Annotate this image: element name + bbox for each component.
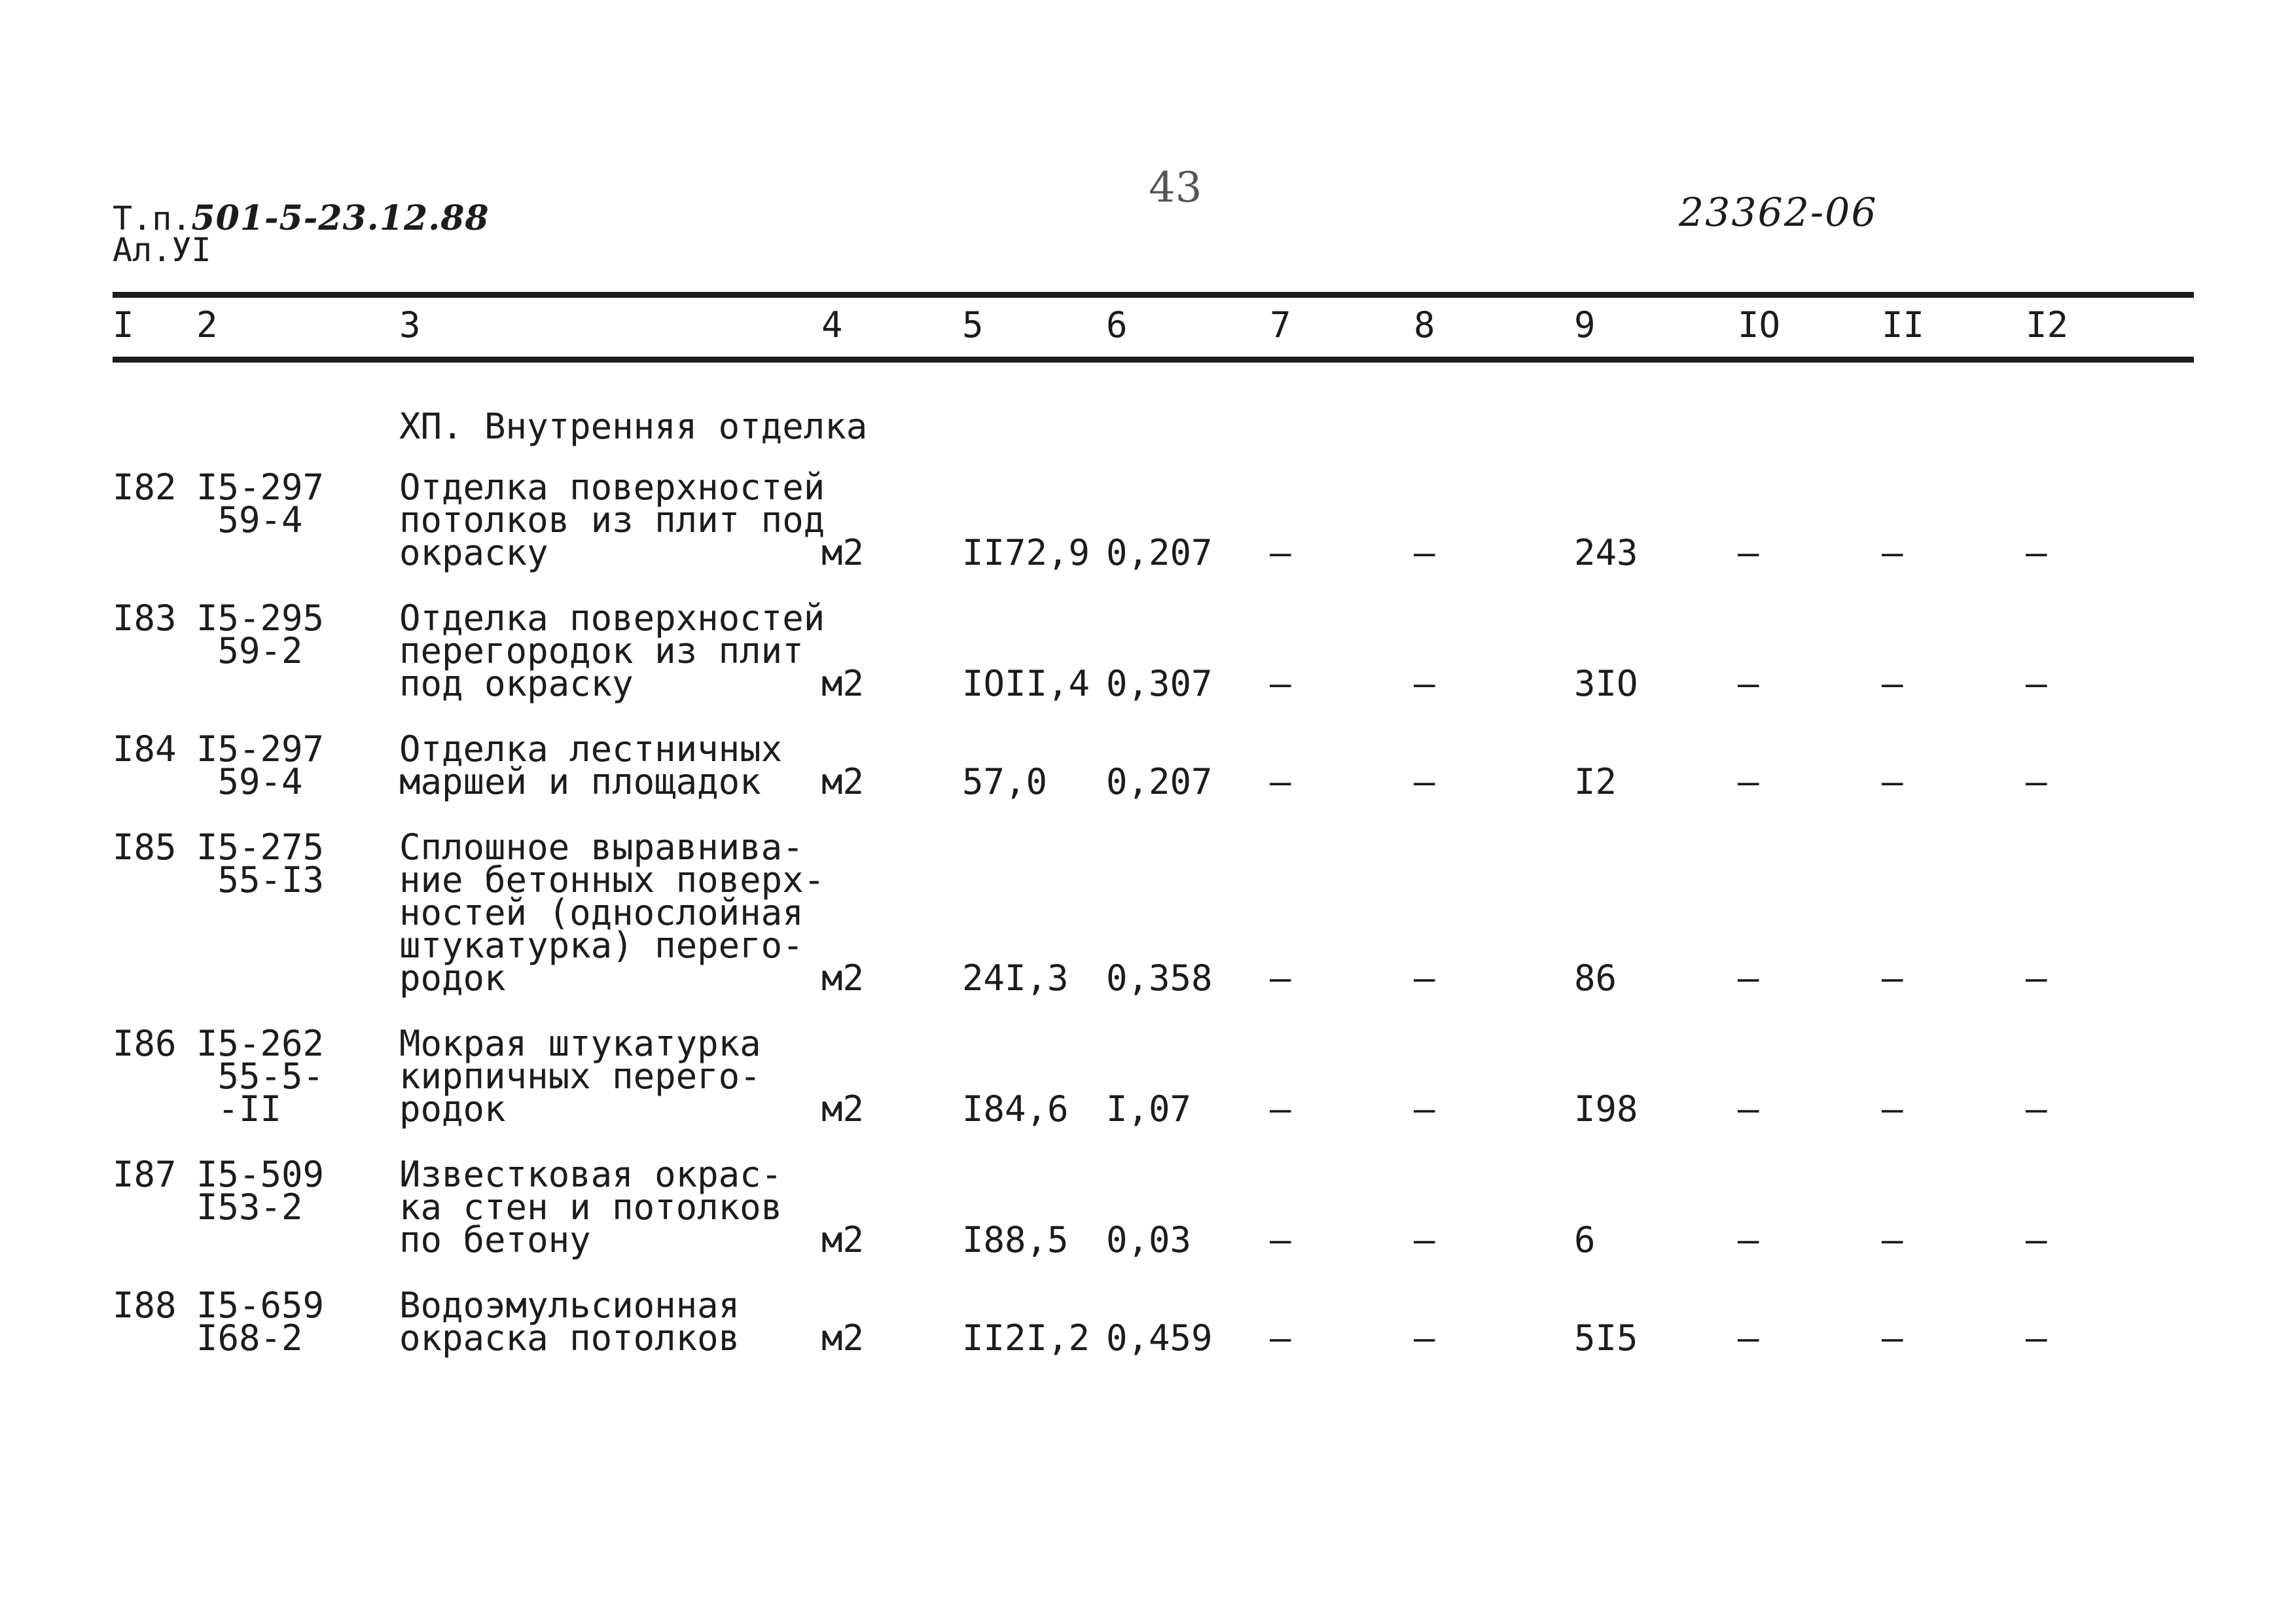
column-number: 9 bbox=[1574, 304, 1596, 346]
total-value: 86 bbox=[1574, 957, 1617, 999]
row-number: I84 bbox=[113, 728, 177, 770]
row-number: I82 bbox=[113, 467, 177, 508]
cell-col11: – bbox=[1882, 1317, 1903, 1359]
column-number: 7 bbox=[1270, 304, 1291, 346]
cell-col10: – bbox=[1738, 1219, 1759, 1260]
rate: 0,207 bbox=[1106, 532, 1213, 573]
unit: м2 bbox=[821, 1219, 865, 1260]
cell-col8: – bbox=[1414, 761, 1435, 802]
cell-col11: – bbox=[1882, 1219, 1903, 1260]
section-title: XП. Внутренняя отделка bbox=[399, 406, 868, 447]
document-code: 23362-06 bbox=[1679, 190, 1878, 236]
cell-col10: – bbox=[1738, 957, 1759, 999]
cell-col12: – bbox=[2026, 1219, 2047, 1260]
cell-col10: – bbox=[1738, 532, 1759, 573]
column-number: 4 bbox=[821, 304, 843, 346]
row-number: I83 bbox=[113, 597, 177, 639]
work-description: Водоэмульсионная окраска потолков bbox=[399, 1285, 740, 1359]
quantity: 24I,3 bbox=[962, 957, 1069, 999]
cell-col12: – bbox=[2026, 957, 2047, 999]
unit: м2 bbox=[821, 1317, 865, 1359]
cell-col8: – bbox=[1414, 957, 1435, 999]
cell-col8: – bbox=[1414, 1317, 1435, 1359]
norm-code: I5-297 59-4 bbox=[196, 467, 325, 541]
column-number: I bbox=[113, 304, 134, 346]
column-number: I2 bbox=[2026, 304, 2069, 346]
column-number: 2 bbox=[196, 304, 218, 346]
cell-col7: – bbox=[1270, 957, 1291, 999]
column-number: II bbox=[1882, 304, 1925, 346]
total-value: 6 bbox=[1574, 1219, 1596, 1260]
cell-col8: – bbox=[1414, 532, 1435, 573]
rate: I,07 bbox=[1106, 1088, 1192, 1130]
column-number: 3 bbox=[399, 304, 421, 346]
work-description: Отделка поверхностей перегородок из плит под окраску bbox=[399, 597, 825, 704]
unit: м2 bbox=[821, 532, 865, 573]
cell-col12: – bbox=[2026, 532, 2047, 573]
rate: 0,358 bbox=[1106, 957, 1213, 999]
cell-col10: – bbox=[1738, 663, 1759, 704]
cell-col7: – bbox=[1270, 663, 1291, 704]
cell-col12: – bbox=[2026, 1317, 2047, 1359]
cell-col11: – bbox=[1882, 761, 1903, 802]
quantity: II2I,2 bbox=[962, 1317, 1090, 1359]
cell-col7: – bbox=[1270, 761, 1291, 802]
total-value: I98 bbox=[1574, 1088, 1638, 1130]
quantity: IOII,4 bbox=[962, 663, 1090, 704]
column-number: 6 bbox=[1106, 304, 1128, 346]
cell-col12: – bbox=[2026, 663, 2047, 704]
unit: м2 bbox=[821, 1088, 865, 1130]
cell-col7: – bbox=[1270, 532, 1291, 573]
rate: 0,207 bbox=[1106, 761, 1213, 802]
norm-code: I5-275 55-I3 bbox=[196, 827, 325, 901]
work-description: Отделка лестничных маршей и площадок bbox=[399, 728, 783, 802]
rate: 0,03 bbox=[1106, 1219, 1192, 1260]
cell-col8: – bbox=[1414, 1088, 1435, 1130]
row-number: I86 bbox=[113, 1023, 177, 1064]
cell-col11: – bbox=[1882, 957, 1903, 999]
norm-code: I5-659 I68-2 bbox=[196, 1285, 325, 1359]
quantity: II72,9 bbox=[962, 532, 1090, 573]
total-value: 3IO bbox=[1574, 663, 1638, 704]
total-value: I2 bbox=[1574, 761, 1617, 802]
unit: м2 bbox=[821, 957, 865, 999]
cell-col12: – bbox=[2026, 1088, 2047, 1130]
rate: 0,459 bbox=[1106, 1317, 1213, 1359]
album-label: Ал.УI bbox=[113, 231, 211, 269]
cell-col12: – bbox=[2026, 761, 2047, 802]
column-number: 8 bbox=[1414, 304, 1435, 346]
cell-col7: – bbox=[1270, 1219, 1291, 1260]
table-header-rule bbox=[113, 357, 2194, 363]
total-value: 243 bbox=[1574, 532, 1638, 573]
quantity: I84,6 bbox=[962, 1088, 1069, 1130]
cell-col8: – bbox=[1414, 663, 1435, 704]
cell-col10: – bbox=[1738, 1317, 1759, 1359]
cell-col7: – bbox=[1270, 1088, 1291, 1130]
unit: м2 bbox=[821, 761, 865, 802]
norm-code: I5-262 55-5- -II bbox=[196, 1023, 325, 1130]
cell-col11: – bbox=[1882, 663, 1903, 704]
work-description: Известковая окрас- ка стен и потолков по бетону bbox=[399, 1154, 783, 1260]
cell-col7: – bbox=[1270, 1317, 1291, 1359]
work-description: Сплошное выравнива- ние бетонных поверх- ностей (однослойная штукатурка) перего- родок bbox=[399, 827, 825, 999]
quantity: 57,0 bbox=[962, 761, 1048, 802]
document-header bbox=[113, 198, 490, 269]
norm-code: I5-295 59-2 bbox=[196, 597, 325, 671]
norm-code: I5-297 59-4 bbox=[196, 728, 325, 802]
work-description: Отделка поверхностей потолков из плит под окраску bbox=[399, 467, 825, 573]
row-number: I85 bbox=[113, 827, 177, 868]
page-number: 43 bbox=[1149, 164, 1202, 212]
cell-col10: – bbox=[1738, 761, 1759, 802]
quantity: I88,5 bbox=[962, 1219, 1069, 1260]
total-value: 5I5 bbox=[1574, 1317, 1638, 1359]
rate: 0,307 bbox=[1106, 663, 1213, 704]
cell-col11: – bbox=[1882, 1088, 1903, 1130]
project-code: 501-5-23.12.88 bbox=[191, 198, 490, 238]
table-top-rule bbox=[113, 292, 2194, 298]
row-number: I87 bbox=[113, 1154, 177, 1195]
norm-code: I5-509 I53-2 bbox=[196, 1154, 325, 1228]
cell-col8: – bbox=[1414, 1219, 1435, 1260]
work-description: Мокрая штукатурка кирпичных перего- родок bbox=[399, 1023, 761, 1130]
column-number: IO bbox=[1738, 304, 1781, 346]
cell-col11: – bbox=[1882, 532, 1903, 573]
cell-col10: – bbox=[1738, 1088, 1759, 1130]
column-number: 5 bbox=[962, 304, 984, 346]
unit: м2 bbox=[821, 663, 865, 704]
header-prefix: Т.п. bbox=[113, 200, 192, 238]
row-number: I88 bbox=[113, 1285, 177, 1326]
